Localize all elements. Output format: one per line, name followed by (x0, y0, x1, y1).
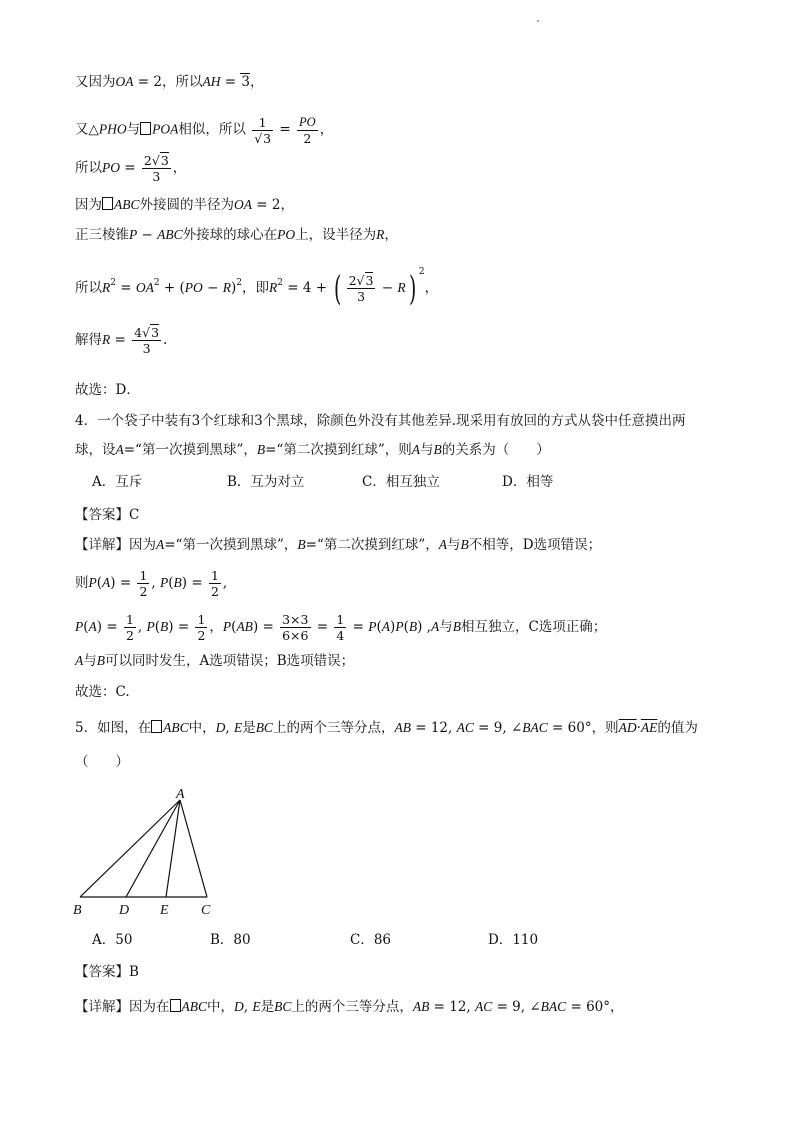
q4-stem-line2: 球，设A=“第一次摸到黑球”，B=“第二次摸到红球”，则A与B的关系为（ ） (75, 442, 550, 458)
q4-options (92, 472, 553, 492)
q5-stem-paren: （ ） (75, 754, 129, 770)
q5-option-d: D．110 (488, 932, 539, 948)
scan-dot (537, 20, 539, 22)
solution-line-circumcircle: 因为 ABC外接圆的半径为OA = 2， (75, 197, 294, 213)
q5-option-c: C．86 (350, 932, 392, 948)
vertex-c-label: C (201, 903, 211, 918)
q4-detail-line4: A与B可以同时发生，A选项错误；B选项错误； (75, 653, 355, 669)
q5-option-a: A．50 (92, 932, 133, 948)
q4-detail-line2: 则P(A) = $\frac{1}{2}$ , P(B) = $\frac{1}{2}$ , (75, 568, 228, 599)
vertex-a-label: A (176, 787, 185, 802)
q5-detail-line1: 【详解】因为在 ABC中，D, E是BC上的两个三等分点，AB = 12, AC = 9, ∠BAC = 60°， (75, 999, 624, 1015)
q5-options (92, 930, 538, 950)
q5-stem-line1: 5．如图，在 ABC中，D, E是BC上的两个三等分点，AB = 12, AC = 9, ∠BAC = 60°，则$\overline{AD}\cdot\overline{AE}$的值为 (75, 720, 698, 736)
vertex-d-label: D (119, 903, 130, 918)
q4-option-b: B．互为对立 (227, 474, 305, 490)
solution-line-result: 解得R = $\frac{4√3}{3}$ . (75, 325, 168, 356)
solution-line-po: 所以PO = $\frac{2√3}{3}$ ， (75, 153, 187, 184)
solution-line-equation: 所以$R^2 = OA^2 + (PO - R)^2$，即$R^2 = 4$ + ( $\frac{2√3}{3}$ − R) $^2$， (75, 267, 439, 309)
q4-option-d: D．相等 (502, 474, 554, 490)
q5-answer: 【答案】B (75, 964, 139, 980)
q5-option-b: B．80 (210, 932, 251, 948)
q4-stem-line1: 4．一个袋子中装有3个红球和3个黑球，除颜色外没有其他差异.现采用有放回的方式从袋中任意摸出两 (75, 413, 686, 429)
q4-detail-line1: 【详解】因为A=“第一次摸到黑球”，B=“第二次摸到红球”，A与B不相等，D选项错误； (75, 537, 602, 553)
q4-detail-line5: 故选：C. (75, 684, 130, 700)
vertex-e-label: E (160, 903, 169, 918)
solution-line-sphere: 正三棱锥P − ABC外接球的球心在PO上，设半径为R， (75, 227, 398, 243)
choice-d-line: 故选：D． (75, 382, 140, 398)
q4-option-c: C．相互独立 (362, 474, 440, 490)
solution-line-similar: 又△PHO与 POA相似，所以 $\frac{1}{√3}$ = $\frac{PO}{2}$ ， (75, 114, 334, 146)
triangle-figure (60, 780, 230, 920)
q4-option-a: A．互斥 (92, 474, 143, 490)
q4-answer: 【答案】C (75, 507, 140, 523)
q4-detail-line3: P(A) = $\frac{1}{2}$ , P(B) = $\frac{1}{2}$ ，P(AB) = $\frac{3\times 3}{6\times 6}$ = $\frac{1}{4}$ = P(A)P(B) ,A与B相互独立，C选项正确； (75, 612, 607, 643)
solution-line-oa: 又因为OA = 2，所以AH = 3， (75, 74, 264, 90)
vertex-b-label: B (73, 903, 82, 918)
